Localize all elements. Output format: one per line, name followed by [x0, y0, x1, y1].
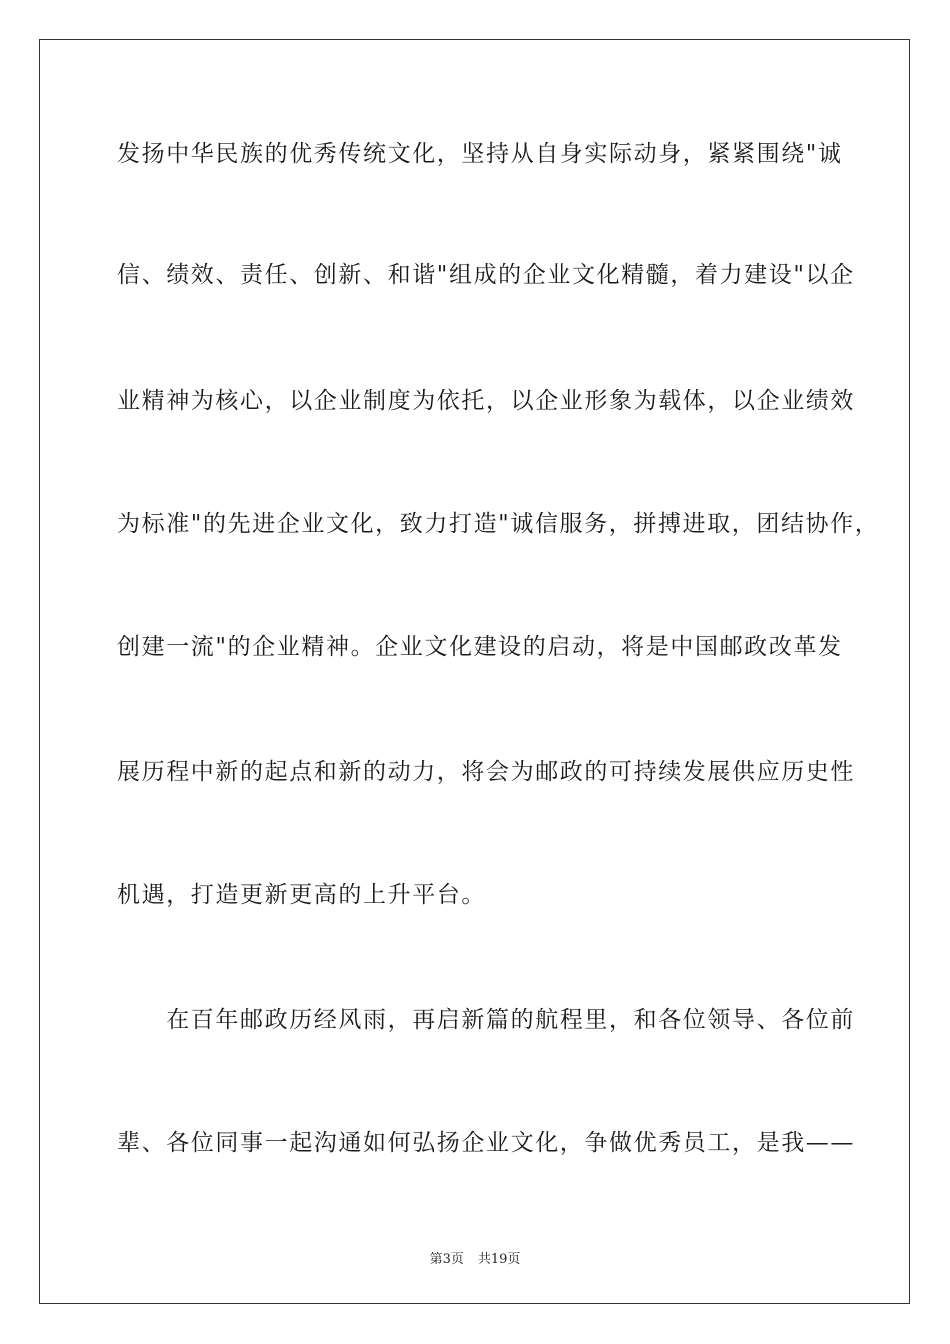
page-number-total: 共19页	[477, 1252, 521, 1267]
page-footer	[0, 1248, 950, 1267]
text-line-3: 业精神为核心，以企业制度为依托，以企业形象为载体，以企业绩效	[117, 388, 855, 414]
text-line-9: 辈、各位同事一起沟通如何弘扬企业文化，争做优秀员工，是我——	[117, 1130, 855, 1156]
text-line-4: 为标准"的先进企业文化，致力打造"诚信服务，拼搏进取，团结协作，	[117, 511, 880, 537]
text-line-5: 创建一流"的企业精神。企业文化建设的启动，将是中国邮政改革发	[117, 634, 843, 660]
page-number-current: 第3页	[429, 1252, 464, 1267]
text-line-7: 机遇，打造更新更高的上升平台。	[117, 882, 486, 908]
text-line-2: 信、绩效、责任、创新、和谐"组成的企业文化精髓，着力建设"以企	[117, 262, 855, 288]
text-line-8: 在百年邮政历经风雨，再启新篇的航程里，和各位领导、各位前	[117, 1007, 855, 1033]
text-line-6: 展历程中新的起点和新的动力，将会为邮政的可持续发展供应历史性	[117, 759, 855, 785]
page-border	[39, 39, 910, 1304]
text-line-1: 发扬中华民族的优秀传统文化，坚持从自身实际动身，紧紧围绕"诚	[117, 141, 843, 167]
